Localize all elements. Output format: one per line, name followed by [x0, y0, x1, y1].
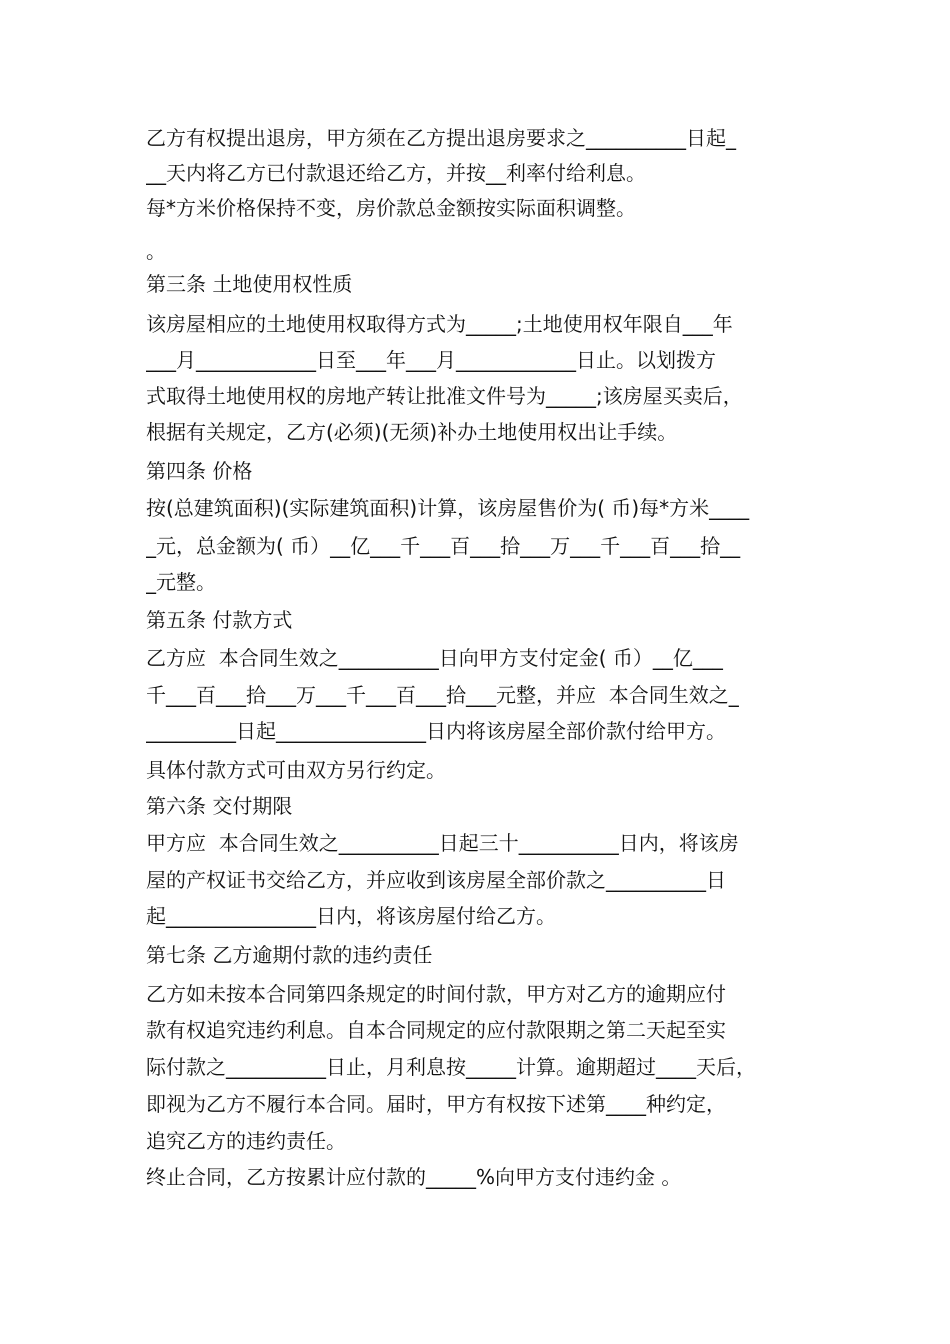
text-line: 根据有关规定，乙方(必须)(无须)补办土地使用权出让手续。	[146, 420, 678, 444]
text-line: 千___百___拾___万___千___百___拾___元整，并应 本合同生效之_	[146, 683, 739, 707]
section-heading: 第七条 乙方逾期付款的违约责任	[146, 943, 433, 967]
text-line: 即视为乙方不履行本合同。届时，甲方有权按下述第____种约定，	[146, 1092, 726, 1116]
text-line: _________日起_______________日内将该房屋全部价款付给甲方。	[146, 719, 726, 743]
text-line: 按(总建筑面积)(实际建筑面积)计算，该房屋售价为( 币)每*方米____	[146, 496, 750, 520]
text-line: _元整。	[146, 570, 216, 594]
section-heading: 第六条 交付期限	[146, 794, 293, 818]
text-line: 乙方有权提出退房，甲方须在乙方提出退房要求之__________日起_	[146, 126, 736, 150]
text-line: ___月____________日至___年___月____________日止。以划拨方	[146, 348, 716, 372]
text-line: 款有权追究违约利息。自本合同规定的应付款限期之第二天起至实	[146, 1018, 726, 1042]
text-line: 乙方应 本合同生效之__________日向甲方支付定金( 币）__亿___	[146, 646, 723, 670]
text-line: 每*方米价格保持不变，房价款总金额按实际面积调整。	[146, 196, 636, 220]
section-heading: 第三条 土地使用权性质	[146, 272, 353, 296]
text-line: 起_______________日内，将该房屋付给乙方。	[146, 904, 556, 928]
text-line: 式取得土地使用权的房地产转让批准文件号为_____;该房屋买卖后，	[146, 384, 743, 408]
section-heading: 第四条 价格	[146, 459, 253, 483]
text-line: 屋的产权证书交给乙方，并应收到该房屋全部价款之__________日	[146, 868, 726, 892]
text-line: 。	[146, 239, 166, 263]
text-line: 该房屋相应的土地使用权取得方式为_____;土地使用权年限自___年	[146, 312, 733, 336]
text-line: 具体付款方式可由双方另行约定。	[146, 758, 446, 782]
text-line: _元，总金额为( 币）__亿___千___百___拾___万___千___百___拾__	[146, 534, 741, 558]
section-heading: 第五条 付款方式	[146, 608, 293, 632]
text-line: 际付款之__________日止，月利息按_____计算。逾期超过____天后，	[146, 1055, 756, 1079]
text-line: 甲方应 本合同生效之__________日起三十__________日内，将该房	[146, 831, 739, 855]
text-line: __天内将乙方已付款退还给乙方，并按__利率付给利息。	[146, 161, 646, 185]
text-line: 终止合同，乙方按累计应付款的_____%向甲方支付违约金 。	[146, 1165, 682, 1189]
text-line: 乙方如未按本合同第四条规定的时间付款，甲方对乙方的逾期应付	[146, 982, 726, 1006]
text-line: 追究乙方的违约责任。	[146, 1129, 346, 1153]
